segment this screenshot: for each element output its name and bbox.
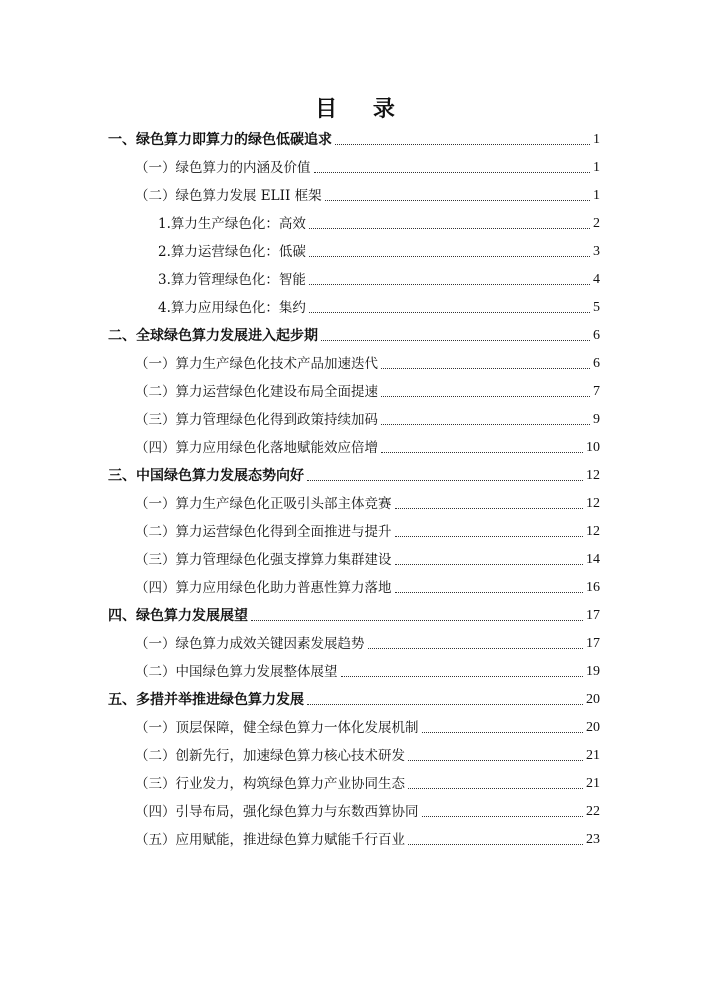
toc-entry-label: （二）算力运营绿色化建设布局全面提速 [135,384,378,400]
toc-entry-page: 1 [593,132,600,147]
toc-entry[interactable] [135,800,600,822]
dot-leader [309,256,590,257]
toc-entry-label: （一）算力生产绿色化技术产品加速迭代 [135,356,378,372]
toc-entry-label: （一）绿色算力成效关键因素发展趋势 [135,636,365,652]
toc-entry-page: 6 [593,356,600,371]
toc-entry[interactable] [135,408,600,430]
toc-entry-label: （一）绿色算力的内涵及价值 [135,160,311,176]
toc-entry[interactable] [135,828,600,850]
toc-entry-page: 1 [593,188,600,203]
toc-entry-page: 1 [593,160,600,175]
toc-entry-label: （二）绿色算力发展 ELII 框架 [135,188,322,204]
dot-leader [395,592,584,593]
toc-entry-page: 9 [593,412,600,427]
dot-leader [368,648,584,649]
toc-entry-label: 4.算力应用绿色化：集约 [158,300,306,316]
toc-entry-page: 20 [586,720,600,735]
toc-entry[interactable] [158,268,600,290]
toc-entry[interactable] [108,688,600,710]
toc-entry[interactable] [135,492,600,514]
toc-entry-label: （三）算力管理绿色化强支撑算力集群建设 [135,552,392,568]
toc-entry[interactable] [158,212,600,234]
toc-entry-page: 17 [586,608,600,623]
toc-entry-label: （三）算力管理绿色化得到政策持续加码 [135,412,378,428]
dot-leader [381,452,583,453]
toc-entry[interactable] [135,576,600,598]
toc-entry-page: 21 [586,748,600,763]
dot-leader [321,340,590,341]
toc-entry[interactable] [135,632,600,654]
toc-entry-label: 三、中国绿色算力发展态势向好 [108,468,304,484]
toc-entry[interactable] [108,604,600,626]
toc-entry-label: （五）应用赋能，推进绿色算力赋能千行百业 [135,832,405,848]
toc-entry-page: 2 [593,216,600,231]
toc-entry[interactable] [135,380,600,402]
dot-leader [381,368,590,369]
dot-leader [309,228,590,229]
toc-entry-label: 3.算力管理绿色化：智能 [158,272,306,288]
toc-entry-page: 5 [593,300,600,315]
toc-entry-page: 12 [586,468,600,483]
toc-entry-label: （二）算力运营绿色化得到全面推进与提升 [135,524,392,540]
dot-leader [309,312,590,313]
toc-entry[interactable] [135,660,600,682]
dot-leader [341,676,584,677]
dot-leader [422,816,584,817]
toc-entry-page: 12 [586,496,600,511]
toc-entry[interactable] [108,464,600,486]
toc-entry-page: 7 [593,384,600,399]
dot-leader [408,844,583,845]
dot-leader [314,172,591,173]
toc-entry[interactable] [108,128,600,150]
dot-leader [325,200,590,201]
dot-leader [395,536,584,537]
toc-entry-page: 6 [593,328,600,343]
toc-entry[interactable] [135,716,600,738]
toc-entry-page: 16 [586,580,600,595]
dot-leader [408,760,583,761]
toc-entry-label: （一）顶层保障，健全绿色算力一体化发展机制 [135,720,419,736]
toc-entry-page: 4 [593,272,600,287]
dot-leader [307,704,583,705]
toc-entry[interactable] [135,184,600,206]
toc-entry-page: 19 [586,664,600,679]
toc-entry-page: 21 [586,776,600,791]
toc-entry-page: 3 [593,244,600,259]
dot-leader [307,480,583,481]
dot-leader [422,732,584,733]
toc-entry-label: （二）中国绿色算力发展整体展望 [135,664,338,680]
toc-entry-label: （四）算力应用绿色化落地赋能效应倍增 [135,440,378,456]
toc-entry[interactable] [158,240,600,262]
toc-entry[interactable] [108,324,600,346]
toc-entry-page: 23 [586,832,600,847]
dot-leader [251,620,583,621]
toc-entry-label: 二、全球绿色算力发展进入起步期 [108,328,318,344]
toc-entry-label: （四）算力应用绿色化助力普惠性算力落地 [135,580,392,596]
toc-entry[interactable] [135,744,600,766]
dot-leader [408,788,583,789]
toc-entry-label: （四）引导布局，强化绿色算力与东数西算协同 [135,804,419,820]
toc-title: 目 录 [315,97,409,122]
toc-entry[interactable] [135,520,600,542]
toc-entry[interactable] [135,548,600,570]
dot-leader [381,396,590,397]
toc-entry-page: 10 [586,440,600,455]
toc-entry-page: 14 [586,552,600,567]
toc-entry-page: 22 [586,804,600,819]
dot-leader [309,284,590,285]
dot-leader [381,424,590,425]
toc-entry-page: 12 [586,524,600,539]
dot-leader [395,564,584,565]
toc-entry-page: 17 [586,636,600,651]
toc-entry[interactable] [135,156,600,178]
toc-entry-label: 四、绿色算力发展展望 [108,608,248,624]
toc-entry-label: （二）创新先行，加速绿色算力核心技术研发 [135,748,405,764]
dot-leader [335,144,590,145]
toc-entry-label: 五、多措并举推进绿色算力发展 [108,692,304,708]
toc-entry[interactable] [135,352,600,374]
toc-entry[interactable] [135,436,600,458]
toc-entry[interactable] [135,772,600,794]
toc-entry-label: （三）行业发力，构筑绿色算力产业协同生态 [135,776,405,792]
toc-entry-label: 一、绿色算力即算力的绿色低碳追求 [108,132,332,148]
toc-entry-page: 20 [586,692,600,707]
dot-leader [395,508,584,509]
toc-entry-label: 1.算力生产绿色化：高效 [158,216,306,232]
toc-entry-label: （一）算力生产绿色化正吸引头部主体竞赛 [135,496,392,512]
toc-entry[interactable] [158,296,600,318]
toc-entry-label: 2.算力运营绿色化：低碳 [158,244,306,260]
